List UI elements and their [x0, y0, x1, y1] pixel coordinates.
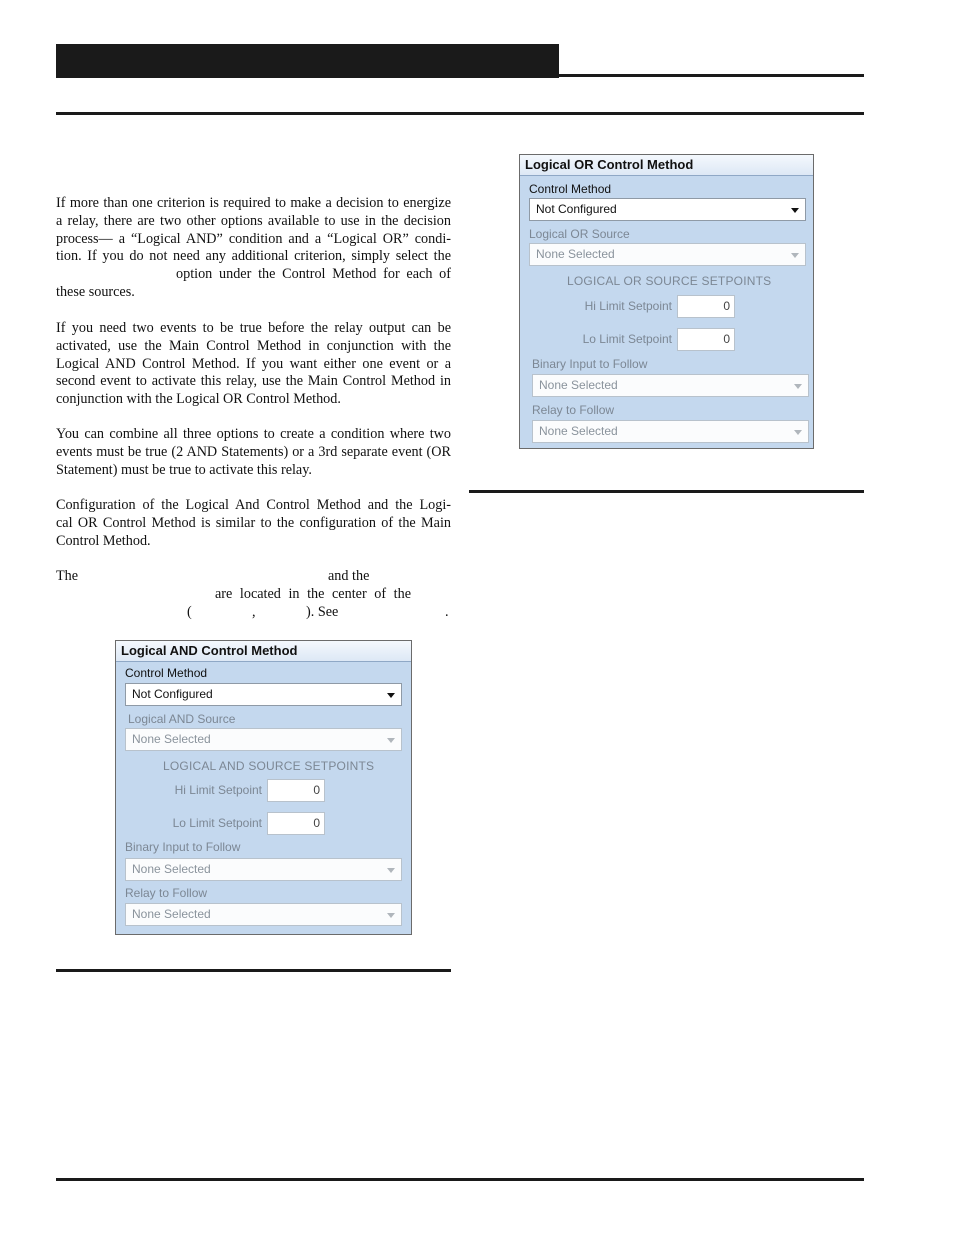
text-fragment: The — [56, 568, 79, 584]
text-line: cal OR Control Method is similar to the configuration of the Main — [56, 514, 451, 531]
dropdown-arrow-icon — [387, 738, 395, 743]
text-line: activated, use the Main Control Method in conjunction with the — [56, 337, 451, 354]
text-fragment: ). See — [306, 604, 339, 620]
relay-select[interactable] — [125, 903, 402, 926]
source-label: Logical AND Source — [128, 712, 236, 726]
binary-input-label: Binary Input to Follow — [532, 357, 648, 371]
text-fragment: . — [445, 604, 449, 620]
dropdown-arrow-icon — [387, 868, 395, 873]
binary-input-select[interactable] — [125, 858, 402, 881]
text-line: second event to activate this relay, use the Main Control Method in — [56, 373, 451, 390]
section-rule-left — [56, 969, 451, 972]
text-fragment: are located in the center of the — [215, 586, 411, 602]
text-line: these sources. — [56, 283, 135, 300]
text-line: process— a “Logical AND” condition and a “Logical OR” condi- — [56, 230, 451, 247]
dropdown-arrow-icon — [794, 430, 802, 435]
text-line: Control Method. — [56, 532, 151, 549]
text-fragment: and the — [328, 568, 370, 584]
text-line: If you need two events to be true before the relay output can be — [56, 320, 451, 336]
setpoints-title: LOGICAL OR SOURCE SETPOINTS — [567, 274, 772, 288]
paragraph-combine — [56, 426, 451, 479]
panel-title: Logical OR Control Method — [520, 155, 813, 176]
hi-limit-label: Hi Limit Setpoint — [174, 783, 262, 797]
section-rule-right — [469, 490, 864, 493]
relay-label: Relay to Follow — [532, 403, 615, 417]
relay-select[interactable] — [532, 420, 809, 443]
relay-label: Relay to Follow — [125, 886, 208, 900]
lo-limit-label: Lo Limit Setpoint — [582, 332, 672, 346]
text-line: You can combine all three options to create a condition where two — [56, 426, 451, 442]
source-select[interactable] — [529, 243, 806, 266]
dropdown-arrow-icon — [387, 693, 395, 698]
paragraph-logical-intro — [56, 195, 451, 302]
control-method-select[interactable] — [529, 198, 806, 221]
source-select[interactable] — [125, 728, 402, 751]
lo-limit-label: Lo Limit Setpoint — [172, 816, 262, 830]
header-rule — [559, 74, 864, 77]
dropdown-arrow-icon — [387, 913, 395, 918]
relay-value: None Selected — [539, 424, 618, 438]
logical-or-panel — [519, 154, 814, 449]
panel-title: Logical AND Control Method — [116, 641, 411, 662]
text-fragment: , — [252, 604, 256, 620]
section-rule-top — [56, 112, 864, 115]
paragraph-logical-and — [56, 320, 451, 409]
text-line: events must be true (2 AND Statements) or a 3rd separate event (OR — [56, 443, 451, 460]
text-line: Configuration of the Logical And Control Method and the Logi- — [56, 497, 451, 513]
text-line: conjunction with the Logical OR Control Method. — [56, 391, 341, 408]
logical-and-panel — [115, 640, 412, 935]
binary-input-label: Binary Input to Follow — [125, 840, 241, 854]
header-bar — [56, 44, 559, 78]
hi-limit-label: Hi Limit Setpoint — [584, 299, 672, 313]
dropdown-arrow-icon — [794, 384, 802, 389]
control-method-value: Not Configured — [132, 687, 213, 701]
binary-input-value: None Selected — [539, 378, 618, 392]
binary-input-value: None Selected — [132, 862, 211, 876]
control-method-label: Control Method — [529, 182, 612, 196]
binary-input-select[interactable] — [532, 374, 809, 397]
control-method-select[interactable] — [125, 683, 402, 706]
text-line: If more than one criterion is required to make a decision to energize — [56, 195, 451, 211]
setpoints-title: LOGICAL AND SOURCE SETPOINTS — [163, 759, 375, 773]
lo-limit-input[interactable]: 0 — [267, 812, 325, 835]
control-method-value: Not Configured — [536, 202, 617, 216]
text-line: a relay, there are two other options available to use in the decision — [56, 212, 451, 229]
source-label: Logical OR Source — [529, 227, 630, 241]
source-value: None Selected — [132, 732, 211, 746]
dropdown-arrow-icon — [791, 208, 799, 213]
paragraph-configuration — [56, 497, 451, 550]
text-line: Statement) must be true to activate this relay. — [56, 461, 312, 478]
text-line: Logical AND Control Method. If you want either one event or a — [56, 355, 451, 372]
text-line: option under the Control Method for each of — [176, 266, 451, 283]
hi-limit-input[interactable]: 0 — [677, 295, 735, 318]
source-value: None Selected — [536, 247, 615, 261]
lo-limit-input[interactable]: 0 — [677, 328, 735, 351]
relay-value: None Selected — [132, 907, 211, 921]
footer-rule — [56, 1178, 864, 1181]
dropdown-arrow-icon — [791, 253, 799, 258]
control-method-label: Control Method — [125, 666, 208, 680]
text-line: tion. If you do not need any additional criterion, simply select the — [56, 248, 451, 265]
text-fragment: ( — [187, 604, 192, 620]
hi-limit-input[interactable]: 0 — [267, 779, 325, 802]
